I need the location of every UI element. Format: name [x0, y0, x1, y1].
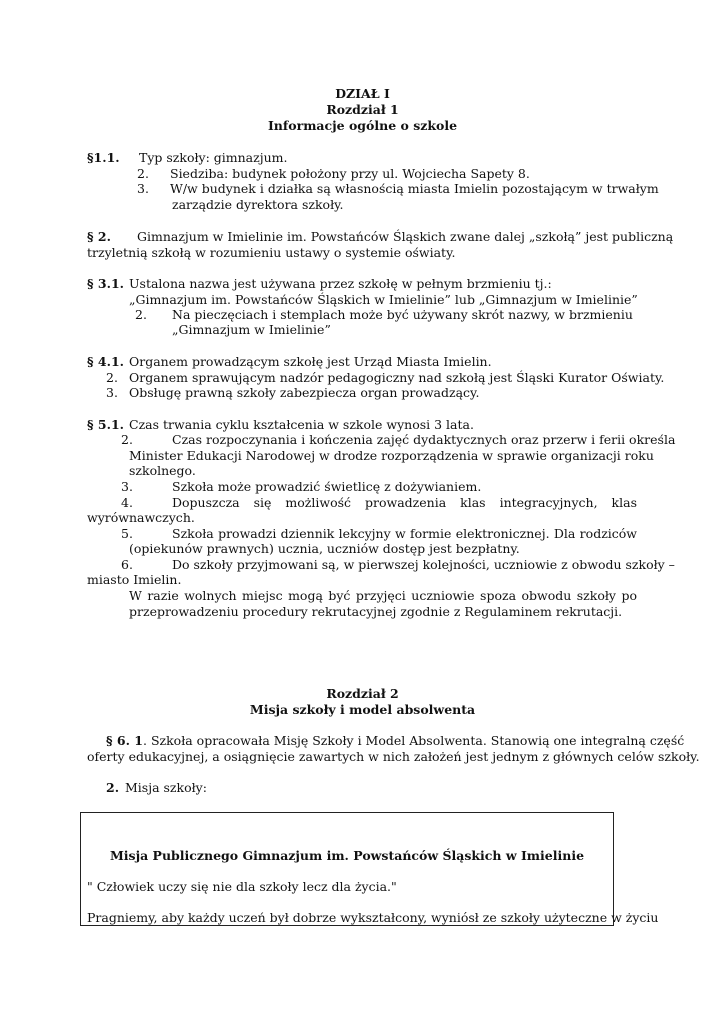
paragraph-text: Misja szkoły: — [125, 780, 207, 795]
paragraph-text: szkolnego. — [129, 463, 196, 478]
paragraph-text: Dopuszcza się możliwość prowadzenia klas integracyjnych, klas — [172, 495, 637, 510]
paragraph-label: § 6. 1 — [106, 733, 143, 748]
mission-text: Pragniemy, aby każdy uczeń był dobrze wykształcony, wyniósł ze szkoły użyteczne w życiu — [87, 910, 659, 925]
list-number: 3. — [137, 181, 149, 196]
mission-quote: " Człowiek uczy się nie dla szkoły lecz dla życia." — [87, 879, 397, 894]
section-heading: DZIAŁ I — [335, 86, 390, 101]
paragraph-label: § 3.1. — [87, 276, 124, 291]
paragraph-text: „Gimnazjum w Imielinie” — [172, 322, 331, 337]
paragraph-text: Siedziba: budynek położony przy ul. Wojciecha Sapety 8. — [170, 166, 530, 181]
paragraph-text: Obsługę prawną szkoły zabezpiecza organ prowadzący. — [129, 385, 480, 400]
paragraph-text: . Szkoła opracowała Misję Szkoły i Model Absolwenta. Stanowią one integralną część — [143, 733, 685, 748]
list-number: 3. — [106, 385, 118, 400]
paragraph-text: wyrównawczych. — [87, 510, 195, 525]
paragraph-text: W/w budynek i działka są własnością miasta Imielin pozostającym w trwałym — [170, 181, 659, 196]
list-number: 2. — [106, 780, 120, 795]
paragraph-text: „Gimnazjum im. Powstańców Śląskich w Imielinie” lub „Gimnazjum w Imielinie” — [129, 292, 638, 307]
paragraph-text: miasto Imielin. — [87, 572, 182, 587]
paragraph-text: zarządzie dyrektora szkoły. — [172, 197, 344, 212]
paragraph-text: Szkoła prowadzi dziennik lekcyjny w formie elektronicznej. Dla rodziców — [172, 526, 637, 541]
paragraph-label: § 5.1. — [87, 417, 124, 432]
list-number: 3. — [121, 479, 133, 494]
chapter-heading: Rozdział 1 — [326, 102, 399, 117]
chapter-heading: Rozdział 2 — [326, 686, 399, 701]
chapter-title: Misja szkoły i model absolwenta — [249, 702, 476, 717]
list-number: 2. — [135, 307, 147, 322]
list-number: 5. — [121, 526, 133, 541]
paragraph-text: Ustalona nazwa jest używana przez szkołę w pełnym brzmieniu tj.: — [129, 276, 552, 291]
paragraph-label: § 2. — [87, 229, 111, 244]
mission-title: Misja Publicznego Gimnazjum im. Powstańców Śląskich w Imielinie — [109, 848, 585, 863]
list-number: 2. — [106, 370, 118, 385]
paragraph-label: § 4.1. — [87, 354, 124, 369]
paragraph-text: W razie wolnych miejsc mogą być przyjęci uczniowie spoza obwodu szkoły po — [129, 588, 637, 603]
paragraph-text: Gimnazjum w Imielinie im. Powstańców Śląskich zwane dalej „szkołą” jest publiczną — [137, 229, 674, 244]
paragraph-text: (opiekunów prawnych) ucznia, uczniów dostęp jest bezpłatny. — [129, 541, 520, 556]
paragraph-line — [106, 733, 684, 749]
list-number: 4. — [121, 495, 133, 510]
paragraph-text: Typ szkoły: gimnazjum. — [139, 150, 288, 165]
chapter-title: Informacje ogólne o szkole — [267, 118, 458, 133]
paragraph-text: Czas trwania cyklu kształcenia w szkole wynosi 3 lata. — [129, 417, 474, 432]
paragraph-text: Szkoła może prowadzić świetlicę z dożywianiem. — [172, 479, 482, 494]
paragraph-text: Do szkoły przyjmowani są, w pierwszej kolejności, uczniowie z obwodu szkoły – — [172, 557, 675, 572]
paragraph-text: Organem sprawującym nadzór pedagogiczny nad szkołą jest Śląski Kurator Oświaty. — [129, 370, 665, 385]
paragraph-text: Organem prowadzącym szkołę jest Urząd Miasta Imielin. — [129, 354, 492, 369]
mission-box — [80, 812, 659, 926]
paragraph-label: §1.1. — [87, 150, 120, 165]
list-number: 2. — [121, 432, 133, 447]
paragraph-text: przeprowadzeniu procedury rekrutacyjnej zgodnie z Regulaminem rekrutacji. — [129, 604, 623, 619]
paragraph-text: trzyletnią szkołą w rozumieniu ustawy o systemie oświaty. — [87, 245, 456, 260]
list-number: 6. — [121, 557, 133, 572]
paragraph-text: oferty edukacyjnej, a osiągnięcie zawartych w nich założeń jest jednym z głównych celów szkoły. — [87, 749, 700, 764]
paragraph-text: Czas rozpoczynania i kończenia zajęć dydaktycznych oraz przerw i ferii określa — [172, 432, 676, 447]
paragraph-text: Minister Edukacji Narodowej w drodze rozporządzenia w sprawie organizacji roku — [129, 448, 654, 463]
paragraph-text: Na pieczęciach i stemplach może być używany skrót nazwy, w brzmieniu — [172, 307, 633, 322]
list-number: 2. — [137, 166, 149, 181]
